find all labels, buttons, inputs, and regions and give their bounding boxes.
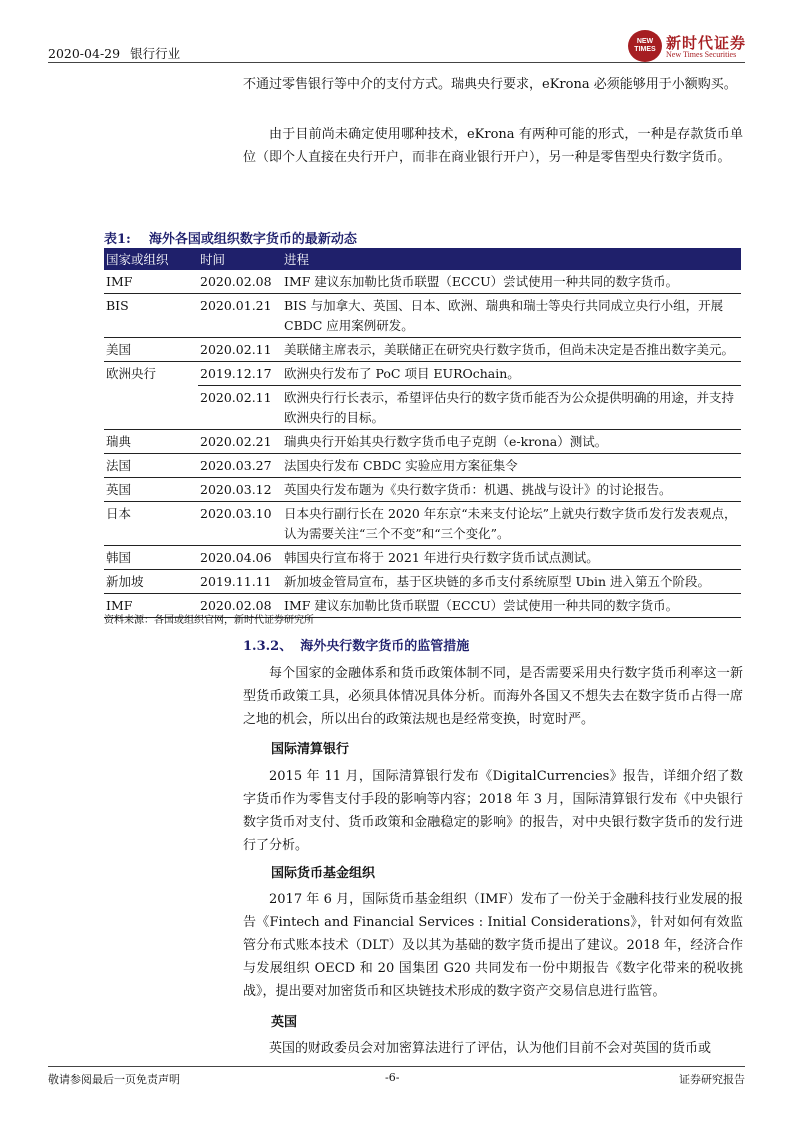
cell-date: 2020.02.08 [198,270,282,294]
table-row [104,546,741,570]
cell-country: 美国 [104,338,198,362]
table-source: 资料来源：各国或组织官网，新时代证券研究所 [104,615,314,626]
paragraph-uk: 英国的财政委员会对加密算法进行了评估，认为他们目前不会对英国的货币或 [269,1041,712,1056]
intro-paragraph-2: 由于目前尚未确定使用哪种技术，eKrona 有两种可能的形式，一种是存款货币单位（即个人直接在央行开户，而非在商业银行开户），另一种是零售型央行数字货币。 [243,127,743,165]
table-row [104,454,741,478]
table-title-text: 海外各国或组织数字货币的最新动态 [148,232,357,247]
cell-country: IMF [104,594,198,618]
intro-paragraph-1: 不通过零售银行等中介的支付方式。瑞典央行要求，eKrona 必须能够用于小额购买。 [243,77,737,92]
logo-name-cn: 新时代证券 [666,34,747,52]
header-progress: 进程 [282,248,741,270]
table-row [104,270,741,294]
digital-currency-table [104,248,741,618]
cell-country: BIS [104,294,198,338]
paragraph-imf: 2017 年 6 月，国际货币基金组织（IMF）发布了一份关于金融科技行业发展的报告《Fintech and Financial Services : Initial Considerations》，针对如何有效监管分布式账本技术（DLT）及以其为基础的数字货币提出了建议。2018 年，经济合作与发展组织 OECD 和 20 国集团 G20 共同发布一份中期报告《数字化带来的税收挑战》，提出要对加密货币和区块链技术形成的数字资产交易信息进行监管。 [243,892,743,999]
cell-country: 日本 [104,502,198,546]
cell-date: 2020.03.10 [198,502,282,546]
table-row [104,430,741,454]
section-title: 海外央行数字货币的监管措施 [300,639,470,654]
company-logo [628,30,748,62]
table-row [104,502,741,546]
cell-date: 2019.11.11 [198,570,282,594]
table-row [104,362,741,386]
section-number: 1.3.2、 [243,639,293,654]
subheading-bis: 国际清算银行 [271,742,350,757]
cell-progress: 法国央行发布 CBDC 实验应用方案征集令 [282,454,741,478]
table-label: 表1: [104,232,131,247]
cell-date: 2020.02.21 [198,430,282,454]
table-row [104,294,741,338]
table-row [104,386,741,430]
paragraph-bis: 2015 年 11 月，国际清算银行发布《DigitalCurrencies》报告，详细介绍了数字货币作为零售支付手段的影响等内容；2018 年 3 月，国际清算银行发布《中央银行数字货币对支付、货币政策和金融稳定的影响》的报告，对中央银行数字货币的发行进行了分析。 [243,769,743,853]
cell-date: 2020.02.11 [198,386,282,430]
subheading-uk: 英国 [271,1015,298,1030]
cell-progress: BIS 与加拿大、英国、日本、欧洲、瑞典和瑞士等央行共同成立央行小组，开展 CBDC 应用案例研发。 [282,294,741,338]
header-divider [48,62,745,63]
header-country: 国家或组织 [104,248,198,270]
cell-country: IMF [104,270,198,294]
cell-country: 新加坡 [104,570,198,594]
logo-badge-icon: NEW TIMES [628,30,662,62]
cell-date: 2020.01.21 [198,294,282,338]
cell-date: 2019.12.17 [198,362,282,386]
cell-date: 2020.03.12 [198,478,282,502]
cell-progress: 新加坡金管局宣布，基于区块链的多币支付系统原型 Ubin 进入第五个阶段。 [282,570,741,594]
cell-country: 瑞典 [104,430,198,454]
cell-date: 2020.04.06 [198,546,282,570]
page-header [48,44,180,62]
logo-name-en: New Times Securities [666,50,737,59]
table-title [104,228,357,247]
cell-date: 2020.03.27 [198,454,282,478]
cell-country: 英国 [104,478,198,502]
cell-progress: 欧洲央行发布了 PoC 项目 EUROchain。 [282,362,741,386]
cell-progress: 韩国央行宣布将于 2021 年进行央行数字货币试点测试。 [282,546,741,570]
footer-disclaimer: 敬请参阅最后一页免责声明 [48,1073,180,1086]
footer-divider [48,1066,745,1067]
footer-report-type: 证券研究报告 [679,1073,745,1086]
header-date: 时间 [198,248,282,270]
cell-date: 2020.02.08 [198,594,282,618]
table-row [104,338,741,362]
table-row [104,570,741,594]
cell-country: 法国 [104,454,198,478]
section-intro: 每个国家的金融体系和货币政策体制不同，是否需要采用央行数字货币利率这一新型货币政策工具，必须具体情况具体分析。而海外各国又不想失去在数字货币占得一席之地的机会，所以出台的政策法规也是经常变换，时宽时严。 [243,666,743,727]
cell-date: 2020.02.11 [198,338,282,362]
cell-progress: 瑞典央行开始其央行数字货币电子克朗（e-krona）测试。 [282,430,741,454]
industry-label: 银行行业 [130,46,181,61]
section-heading [243,635,469,654]
cell-country: 韩国 [104,546,198,570]
cell-progress: IMF 建议东加勒比货币联盟（ECCU）尝试使用一种共同的数字货币。 [282,594,741,618]
table-header-row [104,248,741,270]
cell-country: 欧洲央行 [104,362,198,430]
cell-progress: 英国央行发布题为《央行数字货币：机遇、挑战与设计》的讨论报告。 [282,478,741,502]
cell-progress: 日本央行副行长在 2020 年东京“未来支付论坛”上就央行数字货币发行发表观点，认为需要关注“三个不变”和“三个变化”。 [282,502,741,546]
cell-progress: 美联储主席表示，美联储正在研究央行数字货币，但尚未决定是否推出数字美元。 [282,338,741,362]
page-number: -6- [385,1071,400,1084]
cell-progress: IMF 建议东加勒比货币联盟（ECCU）尝试使用一种共同的数字货币。 [282,270,741,294]
cell-progress: 欧洲央行行长表示，希望评估央行的数字货币能否为公众提供明确的用途，并支持欧洲央行的目标。 [282,386,741,430]
table-row [104,478,741,502]
report-date: 2020-04-29 [48,46,121,61]
subheading-imf: 国际货币基金组织 [271,866,376,881]
